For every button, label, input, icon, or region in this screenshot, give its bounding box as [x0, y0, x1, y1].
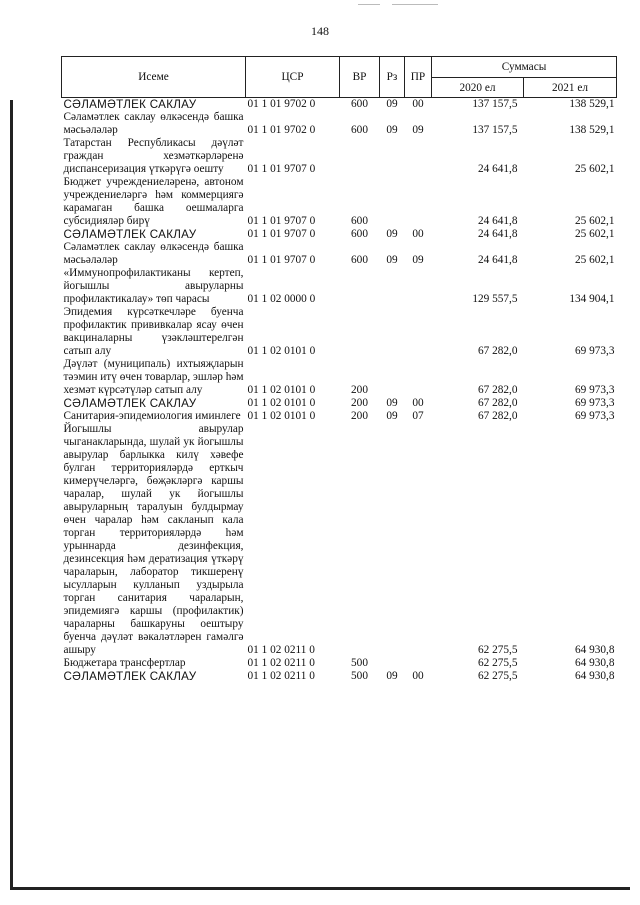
- row-csr: 01 1 01 9702 0: [247, 124, 316, 136]
- table-row: [62, 358, 617, 397]
- row-rz: [380, 423, 405, 657]
- bottom-scan-border: [10, 887, 630, 890]
- row-value-2020: 129 557,5: [472, 293, 518, 305]
- row-rz: [380, 306, 405, 358]
- row-csr: 01 1 01 9707 0: [247, 215, 316, 227]
- header-year-2021: 2021 ел: [524, 78, 617, 98]
- row-csr: 01 1 01 9707 0: [247, 254, 316, 266]
- row-name: Йогышлы авырулар чыганакларында, шулай ук йогышлы авырулар барлыкка килү хәвефе булган территорияләрдә ерткыч кимерүчеләргә, бөҗәкләргә каршы чаралар, шулай ук йогышлы авыруларның таралуын булдырмау өчен чаралар һәм сакланып кала торган территорияләрдә һәм урыннарда дезинфекция, дезинсекция һәм дератизация үткәрү чараларын, лаборатор тикшеренү ысулларын кулланып уздырыла торган санитария чараларын, эпидемиягә каршы (профилактик) чараларны башкаруны оештыру буенча дәүләт вәкаләтләрен гамәлгә ашыру: [63, 423, 244, 656]
- row-value-2021: 69 973,3: [574, 410, 615, 422]
- row-vr: 600: [351, 215, 368, 227]
- row-vr: [340, 423, 380, 657]
- row-name: СӘЛАМӘТЛЕК САКЛАУ: [62, 98, 246, 112]
- row-name: Татарстан Республикасы дәүләт граждан хезмәткәрләренә диспансеризация үткәрүгә оешту: [63, 137, 244, 175]
- row-value-2020: 137 157,5: [432, 98, 524, 112]
- row-pr: 00: [405, 98, 432, 112]
- header-name: Исеме: [62, 57, 246, 98]
- row-value-2020: 62 275,5: [477, 657, 518, 669]
- row-value-2021: 69 973,3: [574, 345, 615, 357]
- row-vr: [340, 137, 380, 176]
- header-rz: Рз: [380, 57, 405, 98]
- row-pr: [405, 657, 432, 670]
- row-rz: 09: [380, 98, 405, 112]
- row-rz: [380, 137, 405, 176]
- header-sums: Суммасы: [432, 57, 617, 78]
- row-value-2021: 138 529,1: [569, 124, 615, 136]
- row-value-2021: 25 602,1: [574, 254, 615, 266]
- row-vr: 600: [351, 228, 368, 240]
- row-name: СӘЛАМӘТЛЕК САКЛАУ: [63, 228, 197, 241]
- row-pr: [405, 176, 432, 228]
- table-header: [62, 57, 617, 98]
- row-value-2020: 24 641,8: [477, 163, 518, 175]
- row-csr: 01 1 02 0101 0: [247, 384, 316, 396]
- row-value-2020: 67 282,0: [477, 397, 518, 409]
- row-csr: 01 1 02 0000 0: [247, 293, 316, 305]
- row-value-2021: 138 529,1: [524, 98, 617, 112]
- row-value-2021: 69 973,3: [574, 384, 615, 396]
- table-body: [62, 98, 617, 684]
- table-row: [62, 98, 617, 112]
- row-csr: 01 1 01 9707 0: [247, 228, 316, 240]
- row-rz: 09: [386, 397, 398, 409]
- table-row: [62, 241, 617, 267]
- row-vr: 500: [351, 670, 368, 682]
- row-value-2021: 64 930,8: [574, 670, 615, 682]
- row-name: Сәламәтлек саклау өлкәсендә башка мәсьәләләр: [63, 241, 244, 266]
- row-vr: 500: [351, 657, 368, 669]
- row-value-2020: 24 641,8: [477, 228, 518, 240]
- row-name: Бюджетара трансфертлар: [63, 657, 186, 669]
- row-vr: 600: [351, 124, 368, 136]
- page-number: 148: [311, 24, 329, 38]
- row-name: Санитария-эпидемиология иминлеге: [63, 410, 241, 422]
- row-vr: [340, 267, 380, 306]
- row-rz: [380, 657, 405, 670]
- row-pr: [405, 306, 432, 358]
- row-name: Сәламәтлек саклау өлкәсендә башка мәсьәләләр: [63, 111, 244, 136]
- row-vr: 200: [351, 397, 368, 409]
- row-value-2021: 64 930,8: [574, 657, 615, 669]
- table-row: [62, 306, 617, 358]
- top-rule-left: [358, 4, 380, 5]
- row-csr: 01 1 02 0211 0: [247, 657, 315, 669]
- table-row: [62, 267, 617, 306]
- top-rule-right: [392, 4, 438, 5]
- row-name: Дәүләт (муниципаль) ихтыяҗларын тәэмин итү өчен товарлар, эшләр һәм хезмәт күрсәтүләр сатып алу: [63, 358, 244, 396]
- row-value-2020: 67 282,0: [477, 410, 518, 422]
- row-pr: [405, 423, 432, 657]
- row-rz: 09: [386, 228, 398, 240]
- header-vr: ВР: [340, 57, 380, 98]
- row-rz: 09: [386, 410, 398, 422]
- row-vr: 600: [351, 254, 368, 266]
- row-rz: [380, 358, 405, 397]
- row-csr: 01 1 02 0211 0: [247, 670, 315, 682]
- row-pr: [405, 267, 432, 306]
- left-scan-border: [10, 100, 13, 890]
- row-csr: 01 1 02 0101 0: [247, 410, 316, 422]
- table-row: [62, 137, 617, 176]
- row-pr: [405, 137, 432, 176]
- row-value-2020: 67 282,0: [477, 345, 518, 357]
- row-rz: [380, 267, 405, 306]
- row-name: Эпидемия күрсәткечләре буенча профилактик прививкалар ясау өчен вакциналарны үзәкләштерелгән сатып алу: [63, 306, 244, 357]
- row-name: СӘЛАМӘТЛЕК САКЛАУ: [63, 397, 197, 410]
- table-row: [62, 657, 617, 670]
- budget-table: [61, 56, 617, 683]
- row-value-2020: 62 275,5: [477, 670, 518, 682]
- table-row: [62, 410, 617, 423]
- row-csr: 01 1 02 0101 0: [247, 345, 316, 357]
- table-row: [62, 228, 617, 241]
- row-vr: 600: [340, 98, 380, 112]
- table-row: [62, 423, 617, 657]
- row-value-2021: 64 930,8: [574, 644, 615, 656]
- row-value-2020: 24 641,8: [477, 215, 518, 227]
- row-pr: 00: [412, 397, 424, 409]
- row-value-2021: 25 602,1: [574, 163, 615, 175]
- header-csr: ЦСР: [246, 57, 340, 98]
- row-pr: 00: [412, 670, 424, 682]
- row-rz: 09: [386, 670, 398, 682]
- row-rz: 09: [386, 124, 398, 136]
- row-pr: 07: [412, 410, 424, 422]
- row-rz: 09: [386, 254, 398, 266]
- row-value-2020: 24 641,8: [477, 254, 518, 266]
- row-vr: 200: [351, 410, 368, 422]
- table-row: [62, 111, 617, 137]
- row-csr: 01 1 01 9707 0: [247, 163, 316, 175]
- row-name: «Иммунопрофилактиканы кертеп, йогышлы авыруларны профилактикалау» төп чарасы: [63, 267, 244, 305]
- table-row: [62, 397, 617, 410]
- row-pr: 09: [412, 254, 424, 266]
- row-value-2020: 67 282,0: [477, 384, 518, 396]
- row-pr: 00: [412, 228, 424, 240]
- row-value-2021: 134 904,1: [569, 293, 615, 305]
- row-value-2021: 25 602,1: [574, 215, 615, 227]
- row-value-2021: 69 973,3: [574, 397, 615, 409]
- row-vr: 200: [351, 384, 368, 396]
- row-name: Бюджет учреждениеләренә, автоном учреждениеләргә һәм коммерциягә карамаган башка оешмаларга субсидияләр бирү: [63, 176, 244, 227]
- row-value-2020: 62 275,5: [477, 644, 518, 656]
- row-csr: 01 1 01 9702 0: [246, 98, 340, 112]
- row-csr: 01 1 02 0101 0: [247, 397, 316, 409]
- row-pr: 09: [412, 124, 424, 136]
- row-vr: [340, 306, 380, 358]
- row-value-2021: 25 602,1: [574, 228, 615, 240]
- row-csr: 01 1 02 0211 0: [247, 644, 315, 656]
- row-pr: [405, 358, 432, 397]
- table-row: [62, 176, 617, 228]
- row-value-2020: 137 157,5: [472, 124, 518, 136]
- row-name: СӘЛАМӘТЛЕК САКЛАУ: [63, 670, 197, 683]
- header-year-2020: 2020 ел: [432, 78, 524, 98]
- table-row: [62, 670, 617, 683]
- row-rz: [380, 176, 405, 228]
- header-pr: ПР: [405, 57, 432, 98]
